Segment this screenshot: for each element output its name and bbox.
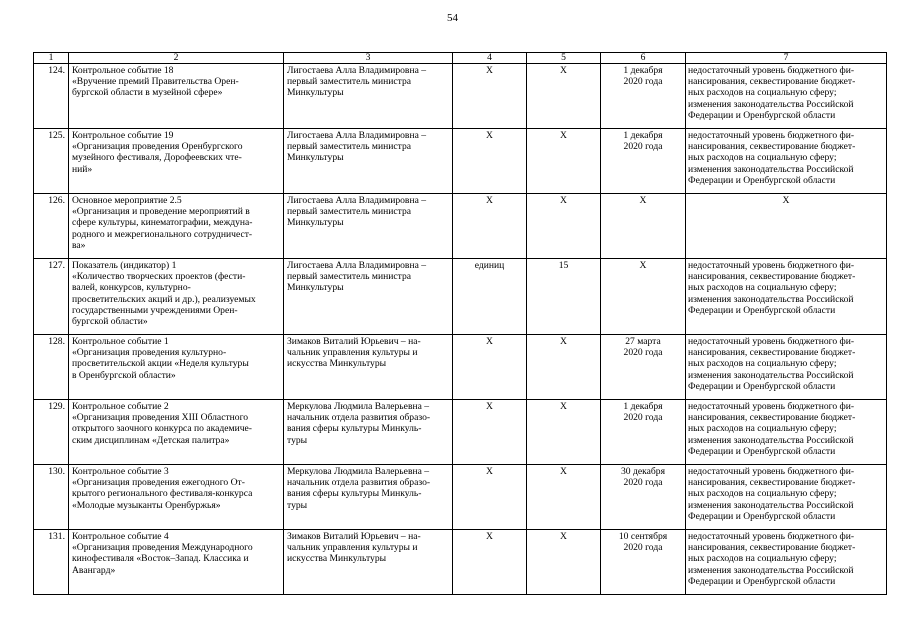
event-cell: Контрольное событие 4 «Организация проведения Международного кинофестиваля «Восток–Запад. Классика и Авангард» bbox=[69, 530, 284, 595]
page-number: 54 bbox=[447, 12, 458, 24]
table-row bbox=[34, 465, 887, 530]
responsible-cell: Меркулова Людмила Валерьевна – начальник отдела развития образо- вания сферы культуры Минкуль- туры bbox=[284, 400, 453, 465]
table-row bbox=[34, 64, 887, 129]
risk-cell: недостаточный уровень бюджетного фи- нансирования, секвестирование бюджет- ных расходов на социальную сферу; изменения законодательства Российской Федерации и Оренбургской области bbox=[686, 259, 887, 335]
row-number: 127. bbox=[34, 259, 69, 335]
date-cell: 27 марта 2020 года bbox=[601, 335, 686, 400]
column-header: 6 bbox=[601, 53, 686, 64]
table-row bbox=[34, 129, 887, 194]
date-cell: 1 декабря 2020 года bbox=[601, 64, 686, 129]
event-cell: Контрольное событие 3 «Организация проведения ежегодного От- крытого регионального фестиваля-конкурса «Молодые музыканты Оренбуржья» bbox=[69, 465, 284, 530]
table-row bbox=[34, 259, 887, 335]
value-cell: Х bbox=[527, 465, 601, 530]
column-header: 1 bbox=[34, 53, 69, 64]
unit-cell: Х bbox=[453, 194, 527, 259]
responsible-cell: Лигостаева Алла Владимировна – первый заместитель министра Минкультуры bbox=[284, 64, 453, 129]
responsible-cell: Зимаков Виталий Юрьевич – на- чальник управления культуры и искусства Минкультуры bbox=[284, 530, 453, 595]
unit-cell: Х bbox=[453, 530, 527, 595]
column-header: 5 bbox=[527, 53, 601, 64]
responsible-cell: Зимаков Виталий Юрьевич – на- чальник управления культуры и искусства Минкультуры bbox=[284, 335, 453, 400]
date-cell: Х bbox=[601, 259, 686, 335]
responsible-cell: Лигостаева Алла Владимировна – первый заместитель министра Минкультуры bbox=[284, 259, 453, 335]
date-cell: 30 декабря 2020 года bbox=[601, 465, 686, 530]
risk-cell: недостаточный уровень бюджетного фи- нансирования, секвестирование бюджет- ных расходов на социальную сферу; изменения законодательства Российской Федерации и Оренбургской области bbox=[686, 400, 887, 465]
row-number: 126. bbox=[34, 194, 69, 259]
table-row bbox=[34, 194, 887, 259]
row-number: 131. bbox=[34, 530, 69, 595]
header-row bbox=[34, 53, 887, 64]
value-cell: Х bbox=[527, 129, 601, 194]
unit-cell: Х bbox=[453, 400, 527, 465]
table-row bbox=[34, 530, 887, 595]
risk-cell: недостаточный уровень бюджетного фи- нансирования, секвестирование бюджет- ных расходов на социальную сферу; изменения законодательства Российской Федерации и Оренбургской области bbox=[686, 465, 887, 530]
row-number: 129. bbox=[34, 400, 69, 465]
value-cell: 15 bbox=[527, 259, 601, 335]
value-cell: Х bbox=[527, 530, 601, 595]
row-number: 128. bbox=[34, 335, 69, 400]
unit-cell: Х bbox=[453, 465, 527, 530]
column-header: 3 bbox=[284, 53, 453, 64]
column-header: 4 bbox=[453, 53, 527, 64]
responsible-cell: Лигостаева Алла Владимировна – первый заместитель министра Минкультуры bbox=[284, 129, 453, 194]
value-cell: Х bbox=[527, 400, 601, 465]
unit-cell: Х bbox=[453, 129, 527, 194]
event-cell: Показатель (индикатор) 1 «Количество творческих проектов (фести- валей, конкурсов, культурно- просветительских акций и др.), реализуемых государственными учреждениями Орен- бургской области» bbox=[69, 259, 284, 335]
risk-cell: недостаточный уровень бюджетного фи- нансирования, секвестирование бюджет- ных расходов на социальную сферу; изменения законодательства Российской Федерации и Оренбургской области bbox=[686, 530, 887, 595]
risk-cell: недостаточный уровень бюджетного фи- нансирования, секвестирование бюджет- ных расходов на социальную сферу; изменения законодательства Российской Федерации и Оренбургской области bbox=[686, 335, 887, 400]
plan-table bbox=[33, 52, 887, 595]
risk-cell: недостаточный уровень бюджетного фи- нансирования, секвестирование бюджет- ных расходов на социальную сферу; изменения законодательства Российской Федерации и Оренбургской области bbox=[686, 129, 887, 194]
event-cell: Контрольное событие 18 «Вручение премий Правительства Орен- бургской области в музейной сфере» bbox=[69, 64, 284, 129]
column-header: 2 bbox=[69, 53, 284, 64]
responsible-cell: Лигостаева Алла Владимировна – первый заместитель министра Минкультуры bbox=[284, 194, 453, 259]
date-cell: Х bbox=[601, 194, 686, 259]
value-cell: Х bbox=[527, 335, 601, 400]
event-cell: Контрольное событие 1 «Организация проведения культурно- просветительской акции «Неделя культуры в Оренбургской области» bbox=[69, 335, 284, 400]
value-cell: Х bbox=[527, 64, 601, 129]
event-cell: Контрольное событие 2 «Организация проведения XIII Областного открытого заочного конкурса по академиче- ским дисциплинам «Детская палитра» bbox=[69, 400, 284, 465]
date-cell: 10 сентября 2020 года bbox=[601, 530, 686, 595]
risk-cell: недостаточный уровень бюджетного фи- нансирования, секвестирование бюджет- ных расходов на социальную сферу; изменения законодательства Российской Федерации и Оренбургской области bbox=[686, 64, 887, 129]
table-row bbox=[34, 400, 887, 465]
table-row bbox=[34, 335, 887, 400]
column-header: 7 bbox=[686, 53, 887, 64]
value-cell: Х bbox=[527, 194, 601, 259]
risk-cell: Х bbox=[686, 194, 887, 259]
responsible-cell: Меркулова Людмила Валерьевна – начальник отдела развития образо- вания сферы культуры Минкуль- туры bbox=[284, 465, 453, 530]
unit-cell: единиц bbox=[453, 259, 527, 335]
row-number: 124. bbox=[34, 64, 69, 129]
event-cell: Основное мероприятие 2.5 «Организация и проведение мероприятий в сфере культуры, кинематографии, междуна- родного и межрегионального сотрудничест- ва» bbox=[69, 194, 284, 259]
date-cell: 1 декабря 2020 года bbox=[601, 129, 686, 194]
event-cell: Контрольное событие 19 «Организация проведения Оренбургского музейного фестиваля, Дорофеевских чте- ний» bbox=[69, 129, 284, 194]
date-cell: 1 декабря 2020 года bbox=[601, 400, 686, 465]
unit-cell: Х bbox=[453, 335, 527, 400]
unit-cell: Х bbox=[453, 64, 527, 129]
row-number: 125. bbox=[34, 129, 69, 194]
row-number: 130. bbox=[34, 465, 69, 530]
